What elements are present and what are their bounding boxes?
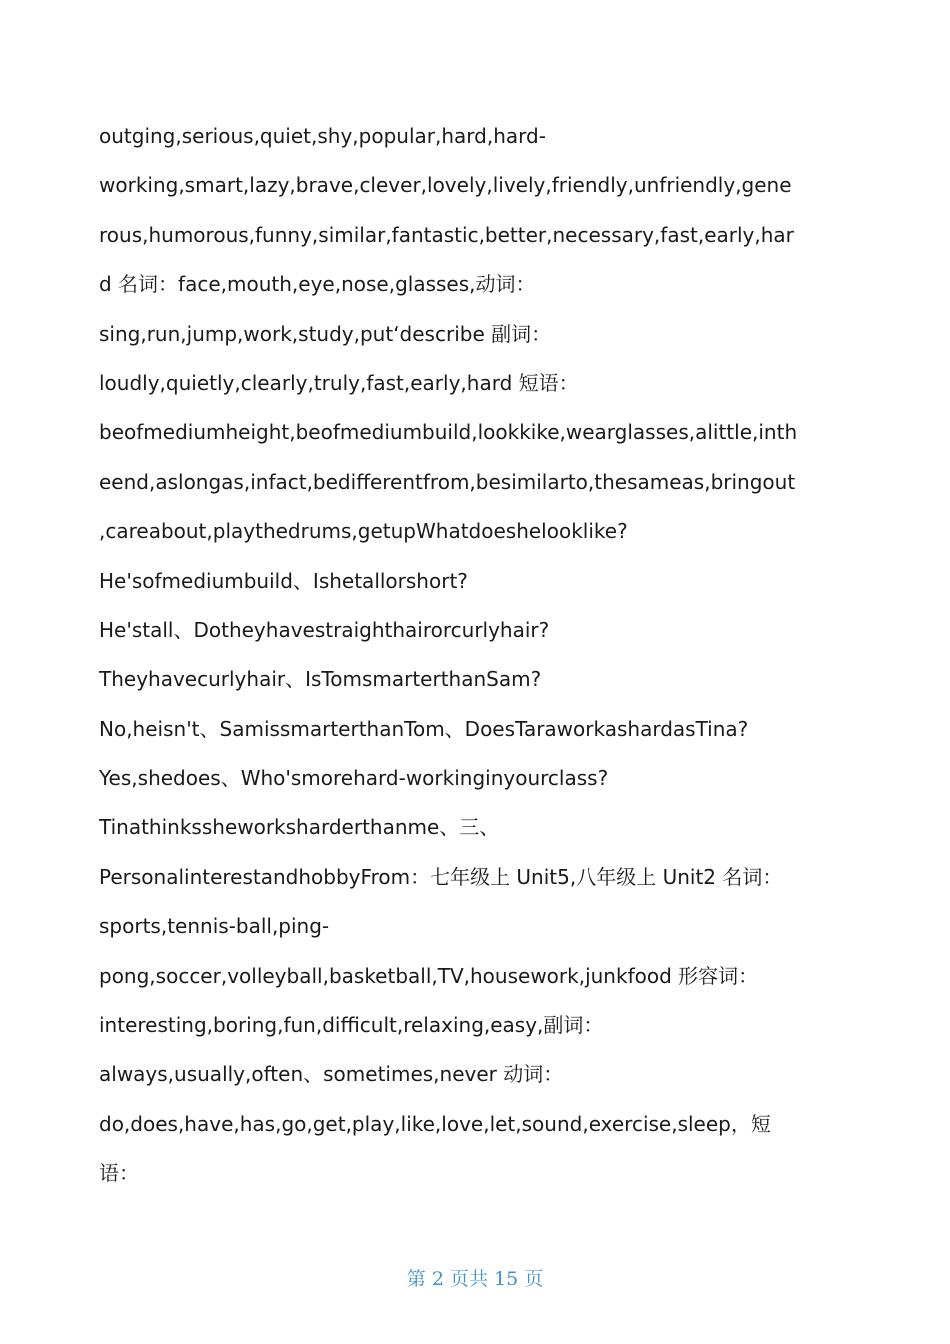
text-line: Tinathinkssheworksharderthanme、三、 <box>99 815 500 840</box>
text-line: Yes,shedoes、Who'smorehard-workinginyourclass? <box>99 766 609 791</box>
text-line: interesting,boring,fun,difficult,relaxing,easy,副词： <box>99 1013 604 1038</box>
text-line: 语： <box>99 1161 139 1186</box>
text-line: Theyhavecurlyhair、IsTomsmarterthanSam? <box>99 667 542 692</box>
page-number-footer: 第 2 页共 15 页 <box>406 1268 544 1290</box>
text-line: PersonalinterestandhobbyFrom：七年级上 Unit5,八年级上 Unit2 名词： <box>99 864 783 889</box>
text-line: ,careabout,playthedrums,getupWhatdoeshelooklike? <box>99 519 628 544</box>
text-line: do,does,have,has,go,get,play,like,love,let,sound,exercise,sleep，短 <box>99 1111 771 1136</box>
text-line: d 名词：face,mouth,eye,nose,glasses,动词： <box>99 272 536 297</box>
text-line: sports,tennis-ball,ping- <box>99 914 330 939</box>
text-line: He'sofmediumbuild、Ishetallorshort? <box>99 568 468 593</box>
text-line: always,usually,often、sometimes,never 动词： <box>99 1062 564 1087</box>
text-line: sing,run,jump,work,study,put‘describe 副词： <box>99 321 552 346</box>
text-line: loudly,quietly,clearly,truly,fast,early,hard 短语： <box>99 370 579 395</box>
text-line: No,heisn't、SamissmarterthanTom、DoesTaraworkashardasTina? <box>99 716 749 741</box>
text-line: outging,serious,quiet,shy,popular,hard,hard- <box>99 124 546 148</box>
text-line: eend,aslongas,infact,bedifferentfrom,besimilarto,thesameas,bringout <box>99 469 796 494</box>
document-body <box>99 112 859 1199</box>
text-line: beofmediumheight,beofmediumbuild,lookkike,wearglasses,alittle,inth <box>99 420 798 445</box>
text-line: He'stall、Dotheyhavestraighthairorcurlyhair? <box>99 617 550 642</box>
text-line: working,smart,lazy,brave,clever,lovely,lively,friendly,unfriendly,gene <box>99 173 792 198</box>
text-line: pong,soccer,volleyball,basketball,TV,housework,junkfood 形容词： <box>99 963 759 988</box>
text-line: rous,humorous,funny,similar,fantastic,better,necessary,fast,early,har <box>99 222 794 247</box>
